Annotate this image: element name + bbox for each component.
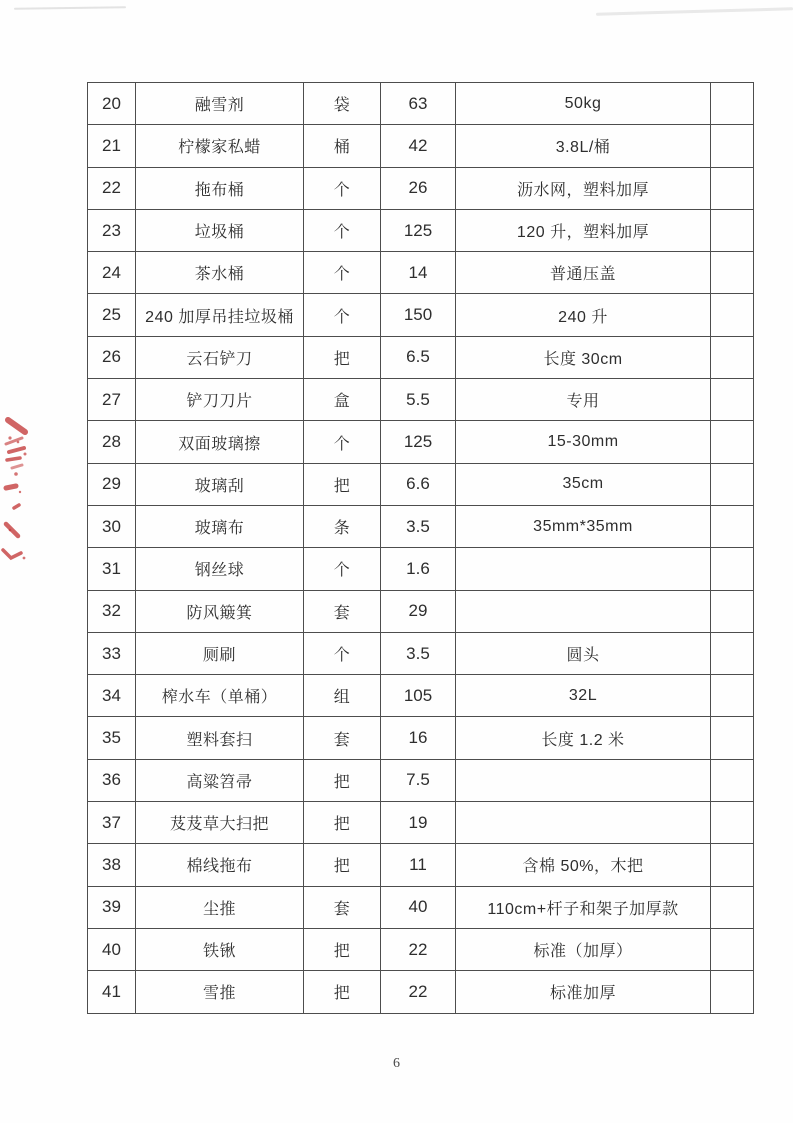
cell-spec: 标准（加厚） [456,928,711,970]
cell-number: 20 [88,83,136,125]
cell-qty: 3.5 [381,632,456,674]
cell-name: 铲刀刀片 [136,379,304,421]
cell-spec: 110cm+杆子和架子加厚款 [456,886,711,928]
cell-empty [711,717,754,759]
cell-spec [456,759,711,801]
scan-artifact-streak [596,7,793,15]
table-row [88,83,754,125]
cell-spec: 长度 30cm [456,336,711,378]
cell-empty [711,83,754,125]
cell-name: 雪推 [136,971,304,1013]
cell-qty: 6.5 [381,336,456,378]
table-row [88,844,754,886]
cell-empty [711,421,754,463]
table-row [88,632,754,674]
cell-name: 240 加厚吊挂垃圾桶 [136,294,304,336]
cell-unit: 把 [304,928,381,970]
table-row [88,759,754,801]
cell-unit: 套 [304,590,381,632]
cell-number: 32 [88,590,136,632]
cell-spec: 圆头 [456,632,711,674]
table-row [88,294,754,336]
cell-number: 27 [88,379,136,421]
cell-empty [711,632,754,674]
cell-name: 铁锹 [136,928,304,970]
table-row [88,886,754,928]
cell-number: 30 [88,505,136,547]
cell-number: 29 [88,463,136,505]
cell-empty [711,252,754,294]
cell-number: 41 [88,971,136,1013]
cell-qty: 1.6 [381,548,456,590]
cell-unit: 把 [304,336,381,378]
cell-spec: 标准加厚 [456,971,711,1013]
cell-unit: 个 [304,548,381,590]
table-row [88,209,754,251]
cell-unit: 条 [304,505,381,547]
cell-spec: 沥水网，塑料加厚 [456,167,711,209]
cell-name: 钢丝球 [136,548,304,590]
cell-name: 厕刷 [136,632,304,674]
cell-name: 云石铲刀 [136,336,304,378]
cell-qty: 125 [381,421,456,463]
cell-qty: 14 [381,252,456,294]
cell-qty: 40 [381,886,456,928]
cell-name: 塑料套扫 [136,717,304,759]
cell-number: 38 [88,844,136,886]
cell-empty [711,548,754,590]
cell-qty: 22 [381,971,456,1013]
cell-spec: 50kg [456,83,711,125]
table-row [88,802,754,844]
cell-number: 33 [88,632,136,674]
cell-unit: 组 [304,675,381,717]
cell-name: 茶水桶 [136,252,304,294]
cell-unit: 套 [304,886,381,928]
cell-number: 39 [88,886,136,928]
cell-spec [456,802,711,844]
table-row [88,505,754,547]
cell-qty: 6.6 [381,463,456,505]
cell-name: 高粱笤帚 [136,759,304,801]
cell-unit: 桶 [304,125,381,167]
cell-empty [711,125,754,167]
table-row [88,421,754,463]
cell-empty [711,505,754,547]
table-row [88,463,754,505]
cell-number: 23 [88,209,136,251]
cell-qty: 3.5 [381,505,456,547]
cell-name: 柠檬家私蜡 [136,125,304,167]
cell-name: 玻璃刮 [136,463,304,505]
cell-empty [711,802,754,844]
cell-empty [711,379,754,421]
cell-empty [711,463,754,505]
table-row [88,971,754,1013]
cell-qty: 63 [381,83,456,125]
table-row [88,548,754,590]
cell-empty [711,590,754,632]
cell-empty [711,167,754,209]
cell-name: 棉线拖布 [136,844,304,886]
cell-unit: 把 [304,802,381,844]
table-row [88,379,754,421]
cell-spec: 35cm [456,463,711,505]
cell-qty: 19 [381,802,456,844]
cell-number: 40 [88,928,136,970]
cell-empty [711,294,754,336]
cell-number: 34 [88,675,136,717]
cell-qty: 7.5 [381,759,456,801]
cell-empty [711,336,754,378]
cell-qty: 16 [381,717,456,759]
cell-spec: 含棉 50%，木把 [456,844,711,886]
cell-qty: 105 [381,675,456,717]
cell-unit: 盒 [304,379,381,421]
cell-spec: 120 升，塑料加厚 [456,209,711,251]
table-row [88,590,754,632]
cell-name: 拖布桶 [136,167,304,209]
cell-name: 双面玻璃擦 [136,421,304,463]
cell-unit: 把 [304,759,381,801]
cell-name: 垃圾桶 [136,209,304,251]
cell-empty [711,675,754,717]
cell-number: 37 [88,802,136,844]
cell-spec: 3.8L/桶 [456,125,711,167]
cell-unit: 把 [304,463,381,505]
cell-spec: 专用 [456,379,711,421]
cell-name: 尘推 [136,886,304,928]
cell-spec: 长度 1.2 米 [456,717,711,759]
cell-unit: 把 [304,971,381,1013]
cell-qty: 125 [381,209,456,251]
cell-qty: 11 [381,844,456,886]
cell-name: 芨芨草大扫把 [136,802,304,844]
cell-spec: 240 升 [456,294,711,336]
cell-name: 防风簸箕 [136,590,304,632]
cell-qty: 150 [381,294,456,336]
cell-spec: 普通压盖 [456,252,711,294]
cell-name: 融雪剂 [136,83,304,125]
cell-spec: 15-30mm [456,421,711,463]
cell-unit: 套 [304,717,381,759]
cell-empty [711,844,754,886]
cell-number: 31 [88,548,136,590]
cell-spec: 32L [456,675,711,717]
cell-number: 26 [88,336,136,378]
cell-unit: 个 [304,167,381,209]
table-row [88,717,754,759]
cell-unit: 袋 [304,83,381,125]
table-row [88,928,754,970]
table-row [88,167,754,209]
cell-unit: 个 [304,209,381,251]
cell-empty [711,759,754,801]
cell-spec: 35mm*35mm [456,505,711,547]
page-number: 6 [393,1056,400,1071]
cell-unit: 个 [304,421,381,463]
cell-empty [711,886,754,928]
table-row [88,675,754,717]
cell-name: 榨水车（单桶） [136,675,304,717]
cell-spec [456,590,711,632]
cell-empty [711,209,754,251]
cell-unit: 把 [304,844,381,886]
cell-number: 22 [88,167,136,209]
cell-unit: 个 [304,632,381,674]
cell-unit: 个 [304,252,381,294]
cell-number: 24 [88,252,136,294]
cell-spec [456,548,711,590]
table-row [88,125,754,167]
red-seal-fragment-icon [0,408,60,578]
cell-number: 21 [88,125,136,167]
cell-qty: 42 [381,125,456,167]
scan-artifact-streak [14,6,126,10]
cell-name: 玻璃布 [136,505,304,547]
supplies-table [87,82,754,1014]
cell-empty [711,928,754,970]
cell-number: 28 [88,421,136,463]
cell-qty: 26 [381,167,456,209]
cell-number: 36 [88,759,136,801]
cell-number: 35 [88,717,136,759]
table-row [88,252,754,294]
cell-unit: 个 [304,294,381,336]
cell-number: 25 [88,294,136,336]
cell-empty [711,971,754,1013]
cell-qty: 29 [381,590,456,632]
cell-qty: 5.5 [381,379,456,421]
table-row [88,336,754,378]
cell-qty: 22 [381,928,456,970]
